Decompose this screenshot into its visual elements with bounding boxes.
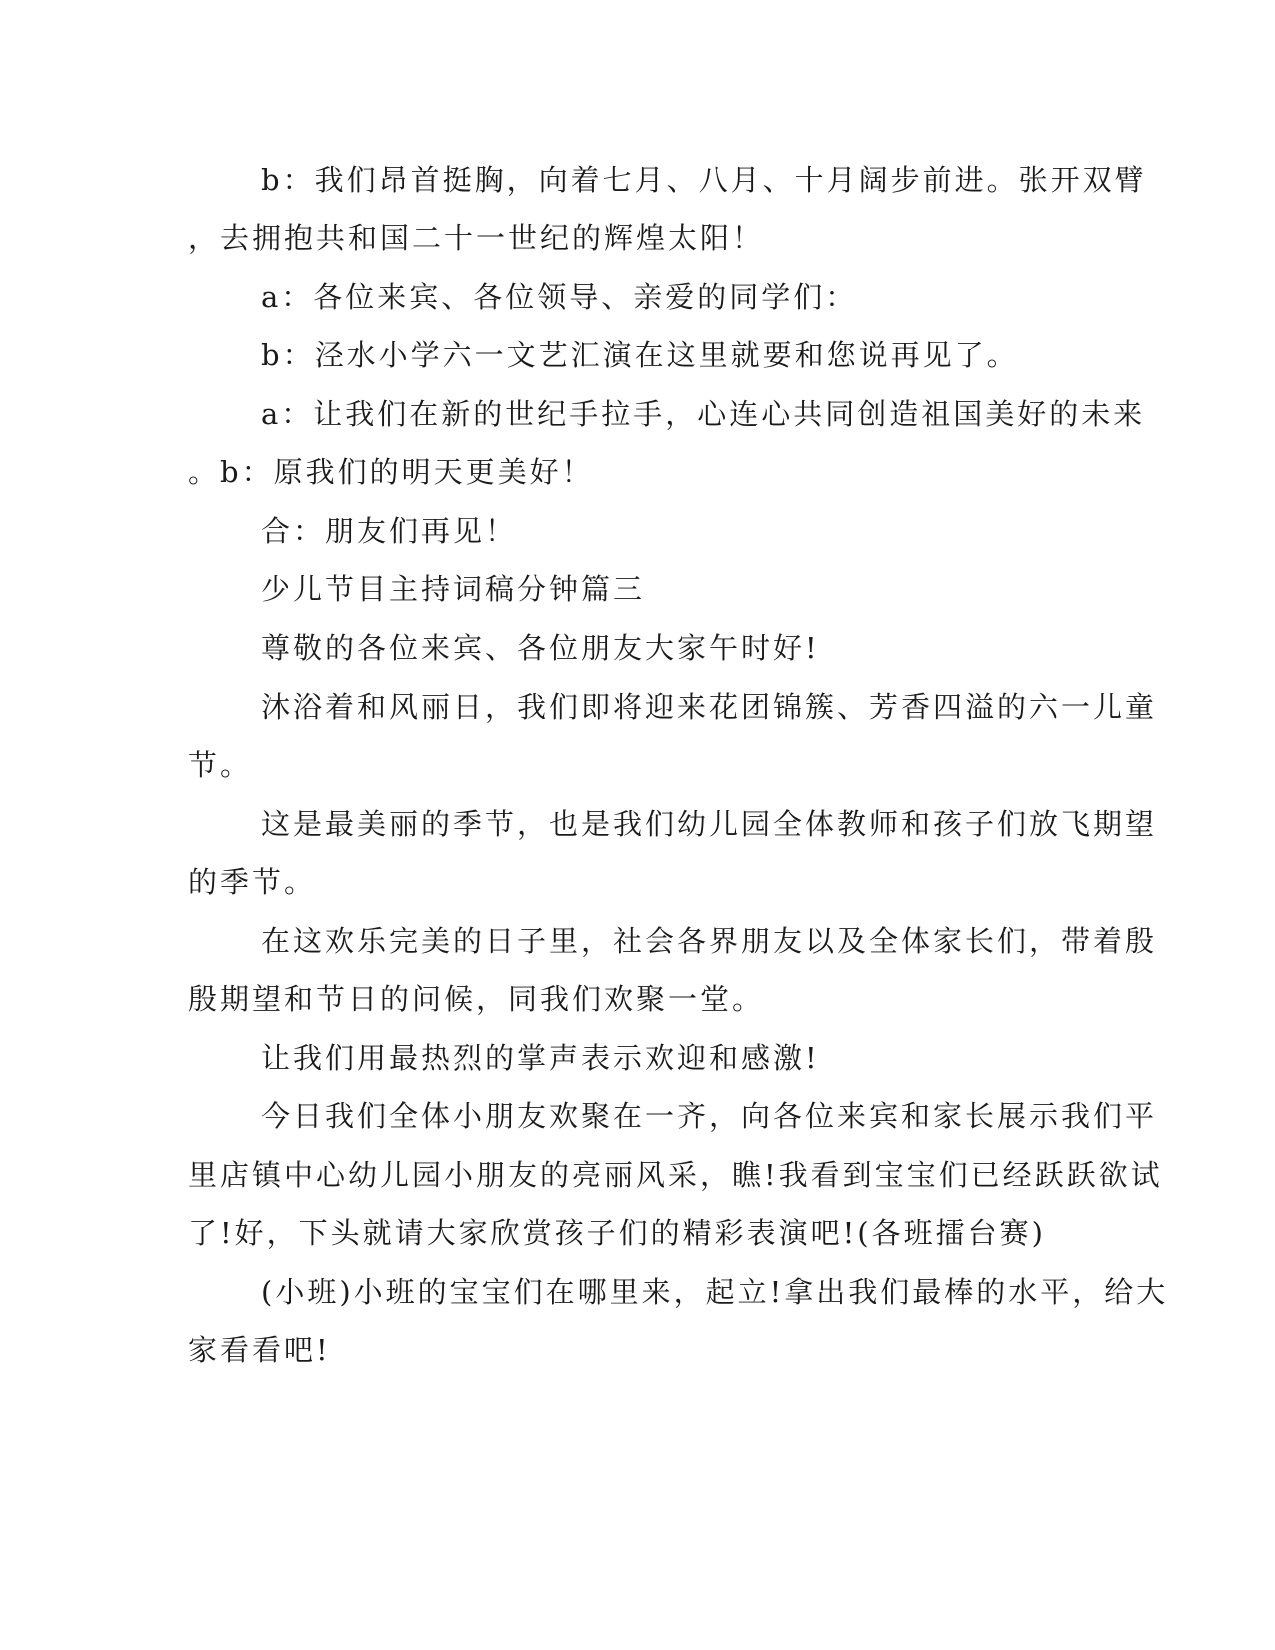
text-line: 这是最美丽的季节，也是我们幼儿园全体教师和孩子们放飞期望	[261, 807, 1158, 841]
text-line: 合：朋友们再见！	[261, 514, 518, 548]
text-line: ，去拥抱共和国二十一世纪的辉煌太阳！	[188, 221, 765, 255]
text-line: 殷期望和节日的问候，同我们欢聚一堂。	[188, 982, 765, 1016]
section-heading: 少儿节目主持词稿分钟篇三	[261, 572, 646, 606]
text-line: a：让我们在新的世纪手拉手，心连心共同创造祖国美好的未来	[261, 397, 1146, 431]
text-line: 在这欢乐完美的日子里，社会各界朋友以及全体家长们，带着殷	[261, 924, 1158, 958]
text-line: b：我们昂首挺胸，向着七月、八月、十月阔步前进。张开双臂	[261, 163, 1147, 197]
text-line: 让我们用最热烈的掌声表示欢迎和感激!	[261, 1041, 820, 1075]
text-line: 里店镇中心幼儿园小朋友的亮丽风采，瞧!我看到宝宝们已经跃跃欲试	[188, 1158, 1163, 1192]
text-line: 沐浴着和风丽日，我们即将迎来花团锦簇、芳香四溢的六一儿童	[261, 690, 1158, 724]
text-line: 。b：原我们的明天更美好！	[188, 455, 594, 489]
text-line: 家看看吧!	[188, 1333, 331, 1367]
text-line: a：各位来宾、各位领导、亲爱的同学们：	[261, 280, 858, 314]
text-line: (小班)小班的宝宝们在哪里来，起立!拿出我们最棒的水平，给大	[261, 1275, 1169, 1309]
text-line: b：泾水小学六一文艺汇演在这里就要和您说再见了。	[261, 338, 1019, 372]
text-line: 今日我们全体小朋友欢聚在一齐，向各位来宾和家长展示我们平	[261, 1099, 1158, 1133]
text-line: 节。	[188, 748, 253, 782]
text-line: 尊敬的各位来宾、各位朋友大家午时好!	[261, 631, 820, 665]
text-line: 的季节。	[188, 865, 317, 899]
text-line: 了!好，下头就请大家欣赏孩子们的精彩表演吧!(各班擂台赛)	[188, 1216, 1046, 1250]
